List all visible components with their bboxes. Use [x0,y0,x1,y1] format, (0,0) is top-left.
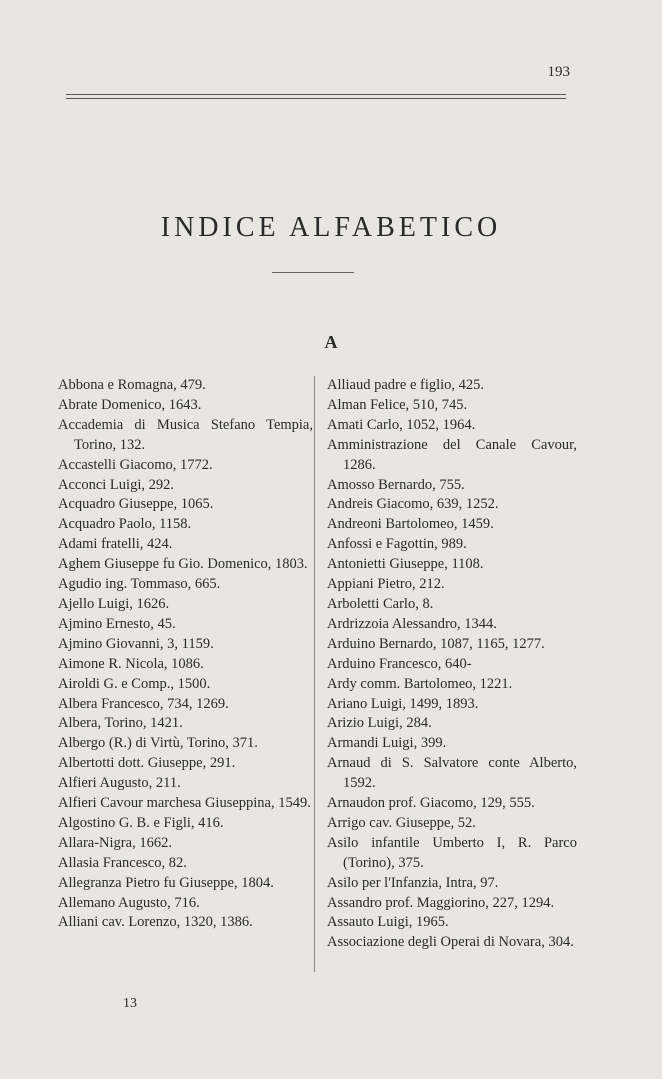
index-entry: Arboletti Carlo, 8. [327,595,434,612]
index-entry: Amministrazione del Canale Cavour, 1286. [327,436,577,473]
index-entry: Acquadro Giuseppe, 1065. [58,496,214,513]
index-entry: Ajmino Ernesto, 45. [58,615,176,632]
index-entry: Asilo infantile Umberto I, R. Parco (Torino), 375. [327,834,577,871]
index-entry: Alfieri Augusto, 211. [58,775,181,792]
index-entry: Albera Francesco, 734, 1269. [58,695,229,712]
index-entry: Ajello Luigi, 1626. [58,595,170,612]
index-entry: Assauto Luigi, 1965. [327,914,449,931]
index-entry: Antonietti Giuseppe, 1108. [327,556,484,573]
index-entry: Allemano Augusto, 716. [58,894,200,911]
index-entry: Allegranza Pietro fu Giuseppe, 1804. [58,874,274,891]
index-entry: Amati Carlo, 1052, 1964. [327,416,476,433]
index-entry: Aimone R. Nicola, 1086. [58,655,204,672]
index-entry: Appiani Pietro, 212. [327,576,445,593]
index-entry: Ardrizzoia Alessandro, 1344. [327,615,497,632]
index-entry: Armandi Luigi, 399. [327,735,447,752]
section-letter: A [324,332,338,352]
index-entry: Alman Felice, 510, 745. [327,396,468,413]
index-entry: Albera, Torino, 1421. [58,715,183,732]
index-entry: Alfieri Cavour marchesa Giuseppina, 1549. [58,795,311,812]
index-entry: Amosso Bernardo, 755. [327,476,465,493]
index-entry: Asilo per l'Infanzia, Intra, 97. [327,874,499,891]
index-entry: Allasia Francesco, 82. [58,854,187,871]
index-entry: Accademia di Musica Stefano Tempia, Torino, 132. [58,416,313,453]
index-entry: Agudio ing. Tommaso, 665. [58,576,221,593]
index-entry: Abrate Domenico, 1643. [58,396,202,413]
index-entry: Anfossi e Fagottin, 989. [327,536,467,553]
column-divider [314,376,315,972]
index-entry: Aghem Giuseppe fu Gio. Domenico, 1803. [58,556,308,573]
index-entry: Ardy comm. Bartolomeo, 1221. [327,675,513,692]
index-entry: Arizio Luigi, 284. [327,715,432,732]
index-column-left [58,376,313,933]
index-entry: Arnaud di S. Salvatore conte Alberto, 1592. [327,755,577,792]
index-entry: Acquadro Paolo, 1158. [58,516,192,533]
index-entry: Abbona e Romagna, 479. [58,377,206,393]
title-divider [272,272,354,273]
page-number: 193 [547,64,570,80]
index-column-right [327,376,577,953]
index-entry: Albergo (R.) di Virtù, Torino, 371. [58,735,258,752]
index-entry: Accastelli Giacomo, 1772. [58,456,213,473]
index-entry: Alliani cav. Lorenzo, 1320, 1386. [58,914,253,931]
index-entry: Andreoni Bartolomeo, 1459. [327,516,494,533]
index-entry: Arrigo cav. Giuseppe, 52. [327,814,476,831]
index-entry: Adami fratelli, 424. [58,536,173,553]
index-entry: Airoldi G. e Comp., 1500. [58,675,211,692]
index-entry: Assandro prof. Maggiorino, 227, 1294. [327,894,555,911]
index-entry: Arduino Francesco, 640- [327,655,472,672]
header-rule [66,94,566,95]
index-entry: Arnaudon prof. Giacomo, 129, 555. [327,795,535,812]
index-entry: Ariano Luigi, 1499, 1893. [327,695,479,712]
index-entry: Andreis Giacomo, 639, 1252. [327,496,499,513]
page-title: INDICE ALFABETICO [160,212,502,243]
index-entry: Ajmino Giovanni, 3, 1159. [58,635,214,652]
index-entry: Acconci Luigi, 292. [58,476,174,493]
header-rule-double [66,98,566,99]
index-entry: Arduino Bernardo, 1087, 1165, 1277. [327,635,545,652]
index-entry: Alliaud padre e figlio, 425. [327,377,485,393]
signature-number: 13 [123,996,137,1011]
index-entry: Associazione degli Operai di Novara, 304. [327,934,574,951]
index-entry: Allara-Nigra, 1662. [58,834,172,851]
index-entry: Algostino G. B. e Figli, 416. [58,814,224,831]
index-entry: Albertotti dott. Giuseppe, 291. [58,755,236,772]
